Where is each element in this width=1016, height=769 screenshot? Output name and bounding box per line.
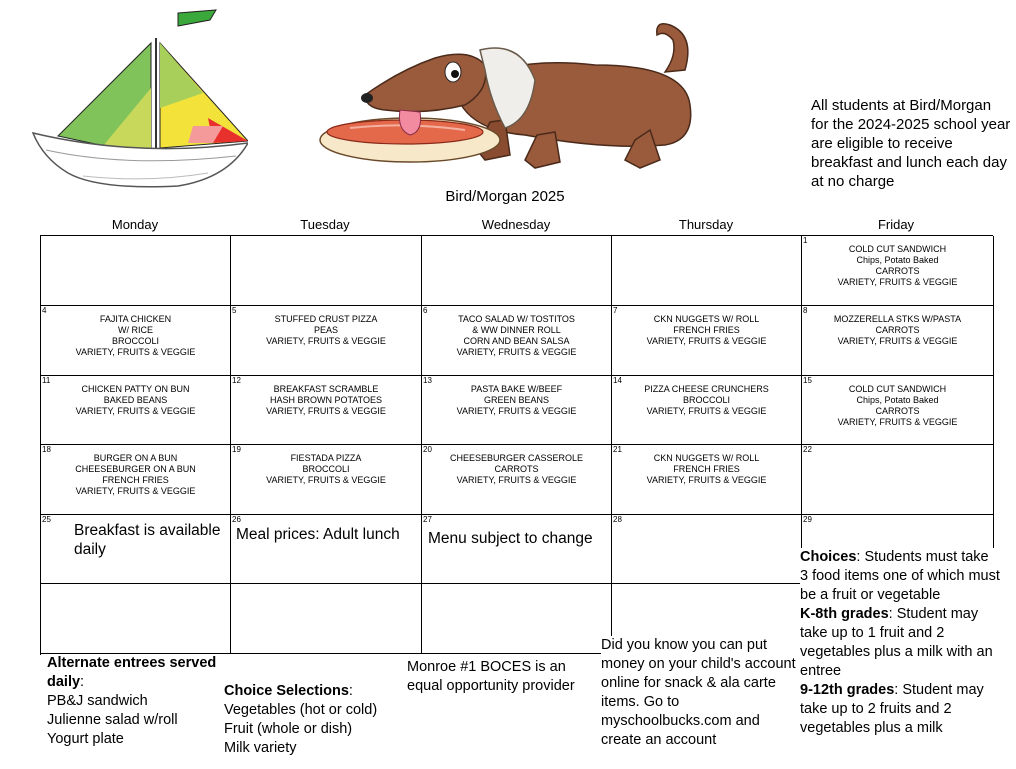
menu-item: BREAKFAST SCRAMBLE xyxy=(273,384,379,394)
day-number: 29 xyxy=(803,515,812,524)
menu-item: Chips, Potato Baked xyxy=(856,395,939,405)
day-number: 19 xyxy=(232,445,241,454)
choices-block xyxy=(800,548,1000,763)
menu-item: MOZZERELLA STKS W/PASTA xyxy=(833,314,962,324)
day-header-monday: Monday xyxy=(111,217,159,232)
day-cell-thursday xyxy=(612,515,802,584)
day-cell-wednesday xyxy=(422,515,612,584)
day-cell-tuesday xyxy=(231,306,422,376)
blank-cell xyxy=(422,584,612,654)
day-cell-friday xyxy=(802,306,994,376)
day-number: 8 xyxy=(803,306,808,315)
menu-item: BROCCOLI xyxy=(682,395,730,405)
menu-item: & WW DINNER ROLL xyxy=(472,325,561,335)
meal-prices-note: Meal prices: Adult lunch xyxy=(236,526,400,543)
day-cell-wednesday xyxy=(422,306,612,376)
menu-item: VARIETY, FRUITS & VEGGIE xyxy=(837,417,958,427)
menu-item: GREEN BEANS xyxy=(483,395,550,405)
day-header-friday: Friday xyxy=(877,217,915,232)
day-number: 1 xyxy=(803,236,808,245)
alternate-entrees: Alternate entrees served daily: PB&J sandwich Julienne salad w/roll Yogurt plate xyxy=(47,654,247,749)
day-number: 7 xyxy=(613,306,618,315)
day-number: 14 xyxy=(613,376,622,385)
day-cell-wednesday xyxy=(422,376,612,445)
day-header-wednesday: Wednesday xyxy=(481,217,551,232)
menu-items xyxy=(802,384,993,428)
menu-item: FIESTADA PIZZA xyxy=(290,453,362,463)
menu-items xyxy=(802,314,993,347)
day-number: 5 xyxy=(232,306,237,315)
menu-items xyxy=(231,314,421,347)
menu-item: COLD CUT SANDWICH xyxy=(848,384,947,394)
k8-text: : Student may take up to 1 fruit and 2 vegetables plus a milk with an entree xyxy=(800,606,993,679)
menu-item: STUFFED CRUST PIZZA xyxy=(274,314,378,324)
menu-item: HASH BROWN POTATOES xyxy=(269,395,382,405)
menu-item: VARIETY, FRUITS & VEGGIE xyxy=(646,406,767,416)
day-number: 6 xyxy=(423,306,428,315)
day-number: 26 xyxy=(232,515,241,524)
menu-items xyxy=(41,453,230,497)
menu-item: CARROTS xyxy=(875,406,920,416)
menu-item: PEAS xyxy=(313,325,338,335)
menu-items xyxy=(422,314,611,358)
menu-items xyxy=(231,384,421,417)
alternate-item: Julienne salad w/roll xyxy=(47,712,178,728)
day-cell-friday xyxy=(802,236,994,306)
day-header-tuesday: Tuesday xyxy=(300,217,350,232)
choice-selections-heading: Choice Selections xyxy=(224,683,349,699)
menu-item: TACO SALAD W/ TOSTITOS xyxy=(458,314,575,324)
day-cell-tuesday xyxy=(231,445,422,515)
day-number: 27 xyxy=(423,515,432,524)
menu-items xyxy=(612,453,801,486)
menu-item: VARIETY, FRUITS & VEGGIE xyxy=(646,336,767,346)
menu-item: VARIETY, FRUITS & VEGGIE xyxy=(75,347,196,357)
alternate-heading: Alternate entrees served daily xyxy=(47,655,217,690)
day-cell-monday xyxy=(41,236,231,306)
menu-item: VARIETY, FRUITS & VEGGIE xyxy=(456,406,577,416)
day-number: 4 xyxy=(42,306,47,315)
day-number: 12 xyxy=(232,376,241,385)
day-cell-thursday xyxy=(612,376,802,445)
menu-item: CKN NUGGETS W/ ROLL xyxy=(653,314,760,324)
boces-note: Monroe #1 BOCES is an equal opportunity provider xyxy=(407,659,575,694)
day-number: 18 xyxy=(42,445,51,454)
day-cell-monday xyxy=(41,445,231,515)
choice-selections: Choice Selections: Vegetables (hot or cold) Fruit (whole or dish) Milk variety xyxy=(224,682,414,758)
menu-item: VARIETY, FRUITS & VEGGIE xyxy=(266,475,386,485)
day-header-thursday: Thursday xyxy=(678,217,734,232)
day-cell-tuesday xyxy=(231,236,422,306)
menu-item: VARIETY, FRUITS & VEGGIE xyxy=(75,406,196,416)
menu-change-note: Menu subject to change xyxy=(428,530,593,547)
menu-item: CHEESEBURGER CASSEROLE xyxy=(449,453,584,463)
menu-item: VARIETY, FRUITS & VEGGIE xyxy=(266,406,386,416)
hs-heading: 9-12th grades xyxy=(800,682,895,698)
blank-cell xyxy=(41,584,231,654)
menu-item: FAJITA CHICKEN xyxy=(99,314,172,324)
blank-cell xyxy=(231,584,422,654)
menu-item: VARIETY, FRUITS & VEGGIE xyxy=(456,475,577,485)
menu-items xyxy=(41,314,230,358)
day-number: 28 xyxy=(613,515,622,524)
menu-item: W/ RICE xyxy=(118,325,153,335)
menu-item: CHEESEBURGER ON A BUN xyxy=(75,464,196,474)
page-title: Bird/Morgan 2025 xyxy=(445,188,565,205)
sailboat-clipart xyxy=(28,8,248,193)
menu-item: Chips, Potato Baked xyxy=(856,255,939,265)
dachshund-hotdog-clipart xyxy=(305,10,715,180)
menu-item: BAKED BEANS xyxy=(103,395,168,405)
menu-items xyxy=(802,244,993,288)
menu-item: CHICKEN PATTY ON BUN xyxy=(81,384,190,394)
day-number: 25 xyxy=(42,515,51,524)
menu-items xyxy=(422,453,611,486)
day-number: 21 xyxy=(613,445,622,454)
schoolbucks-note: Did you know you can put money on your child's account online for snack & ala carte items. Go to myschoolbucks.com and create an account xyxy=(601,636,799,750)
menu-item: PASTA BAKE W/BEEF xyxy=(470,384,563,394)
day-number: 15 xyxy=(803,376,812,385)
menu-item: CARROTS xyxy=(875,325,920,335)
day-cell-thursday xyxy=(612,445,802,515)
day-number: 11 xyxy=(42,376,51,385)
menu-item: VARIETY, FRUITS & VEGGIE xyxy=(456,347,577,357)
choice-selection-item: Fruit (whole or dish) xyxy=(224,721,353,737)
menu-item: VARIETY, FRUITS & VEGGIE xyxy=(837,336,958,346)
menu-item: VARIETY, FRUITS & VEGGIE xyxy=(837,277,958,287)
menu-item: BROCCOLI xyxy=(111,336,159,346)
day-cell-friday xyxy=(802,376,994,445)
menu-item: VARIETY, FRUITS & VEGGIE xyxy=(266,336,386,346)
menu-item: CARROTS xyxy=(875,266,920,276)
day-cell-thursday xyxy=(612,236,802,306)
day-cell-tuesday xyxy=(231,376,422,445)
choice-selection-item: Vegetables (hot or cold) xyxy=(224,702,378,718)
menu-item: VARIETY, FRUITS & VEGGIE xyxy=(75,486,196,496)
menu-items xyxy=(612,384,801,417)
day-cell-friday xyxy=(802,445,994,515)
day-cell-wednesday xyxy=(422,236,612,306)
day-cell-monday xyxy=(41,376,231,445)
choices-text: : Students must take 3 food items one of which must be a fruit or vegetable xyxy=(800,549,1000,603)
menu-items xyxy=(422,384,611,417)
day-cell-monday xyxy=(41,306,231,376)
choice-selection-item: Milk variety xyxy=(224,740,297,756)
menu-item: FRENCH FRIES xyxy=(673,325,740,335)
hs-text: : Student may take up to 2 fruits and 2 vegetables plus a milk xyxy=(800,682,984,736)
alternate-item: Yogurt plate xyxy=(47,731,124,747)
menu-items xyxy=(612,314,801,347)
menu-item: PIZZA CHEESE CRUNCHERS xyxy=(644,384,769,394)
k8-heading: K-8th grades xyxy=(800,606,889,622)
menu-items xyxy=(231,453,421,486)
menu-item: CORN AND BEAN SALSA xyxy=(463,336,570,346)
choices-heading: Choices xyxy=(800,549,857,565)
menu-item: FRENCH FRIES xyxy=(673,464,740,474)
alternate-item: PB&J sandwich xyxy=(47,693,148,709)
day-number: 13 xyxy=(423,376,432,385)
day-number: 20 xyxy=(423,445,432,454)
menu-item: CARROTS xyxy=(494,464,539,474)
menu-item: FRENCH FRIES xyxy=(102,475,169,485)
menu-item: COLD CUT SANDWICH xyxy=(848,244,947,254)
menu-item: VARIETY, FRUITS & VEGGIE xyxy=(646,475,767,485)
menu-item: CKN NUGGETS W/ ROLL xyxy=(653,453,760,463)
menu-item: BROCCOLI xyxy=(302,464,350,474)
eligibility-note: All students at Bird/Morgan for the 2024-2025 school year are eligible to receive breakfast and lunch each day at no charge xyxy=(811,97,1011,190)
menu-item: BURGER ON A BUN xyxy=(93,453,178,463)
day-cell-thursday xyxy=(612,306,802,376)
menu-items xyxy=(41,384,230,417)
day-cell-wednesday xyxy=(422,445,612,515)
day-number: 22 xyxy=(803,445,812,454)
breakfast-note: Breakfast is available daily xyxy=(74,522,221,558)
